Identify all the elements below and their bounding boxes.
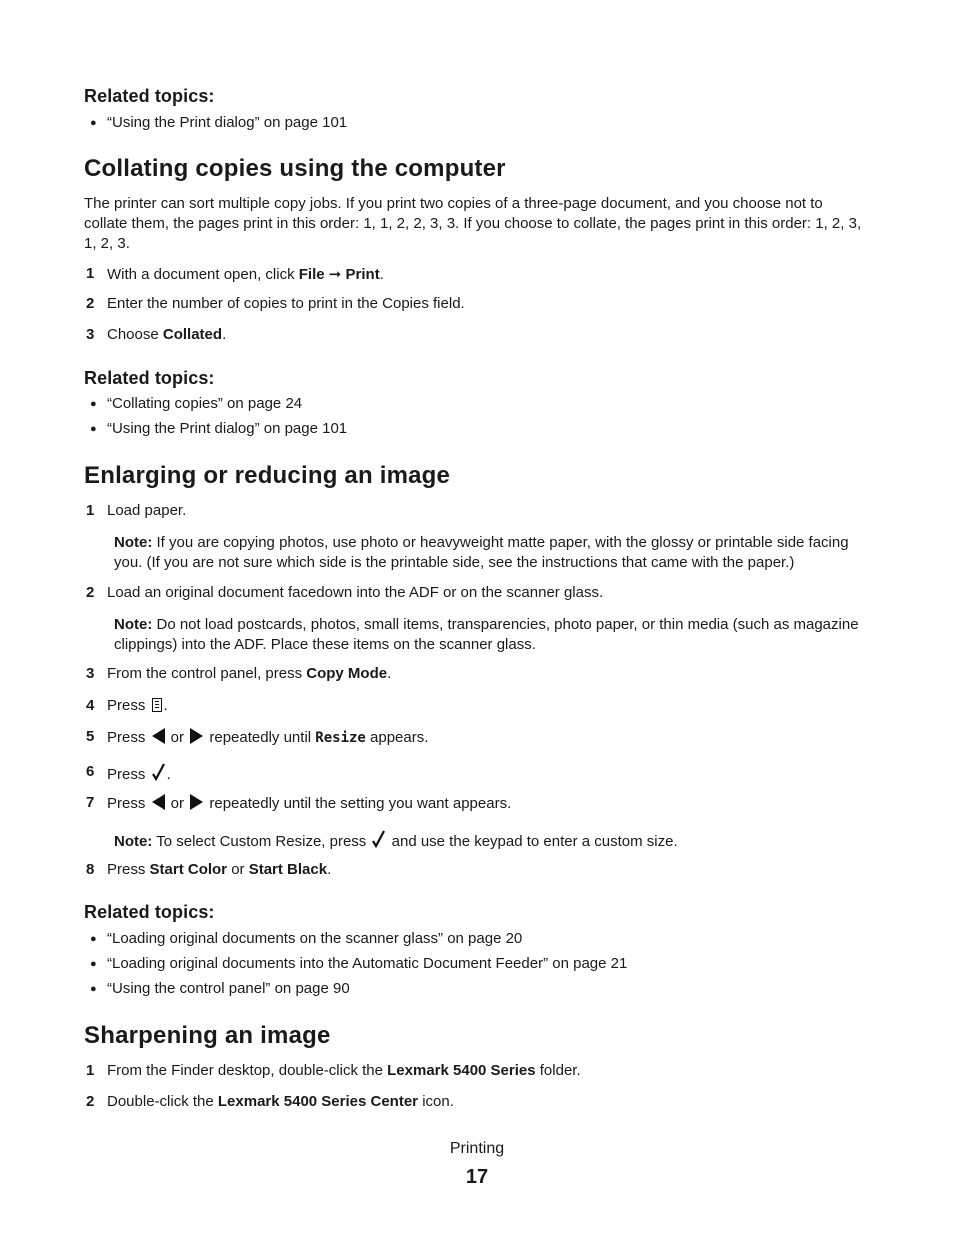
step-number: 2: [86, 295, 95, 312]
step-text: Double-click the Lexmark 5400 Series Center icon.: [107, 1093, 454, 1110]
step-number: 7: [86, 794, 95, 811]
note-block: Note: To select Custom Resize, press and use the keypad to enter a custom size.: [114, 830, 874, 854]
related-topic-item[interactable]: [90, 114, 347, 131]
related-topic-item[interactable]: [90, 395, 302, 412]
left-arrow-icon: [152, 728, 165, 744]
related-topic-link[interactable]: “Using the Print dialog” on page 101: [107, 114, 348, 131]
note-block: Note: Do not load postcards, photos, small items, transparencies, photo paper, or thin media (such as magazine clippings) into the ADF. Place these items on the scanner glass.: [114, 616, 859, 653]
step-number: 1: [86, 502, 95, 519]
related-topics-heading: Related topics:: [84, 902, 215, 922]
related-topic-link[interactable]: “Loading original documents into the Automatic Document Feeder” on page 21: [107, 955, 628, 972]
step-text: Press .: [107, 763, 171, 785]
step-number: 3: [86, 326, 95, 343]
section-title-sharpening: Sharpening an image: [84, 1022, 331, 1049]
page-number: 17: [465, 1166, 489, 1188]
step-number: 2: [86, 1093, 95, 1110]
step-number: 2: [86, 584, 95, 601]
right-arrow-icon: [190, 728, 203, 744]
step-text: Load an original document facedown into the ADF or on the scanner glass.: [107, 584, 604, 601]
bullet-icon: ●: [90, 398, 97, 410]
step-text: Press .: [107, 697, 168, 714]
step-number: 4: [86, 697, 95, 714]
checkmark-icon: [152, 763, 165, 785]
step-text: Press or repeatedly until Resize appears.: [107, 729, 429, 746]
note-block: Note: If you are copying photos, use photo or heavyweight matte paper, with the glossy or printable side facing you. (If you are not sure which side is the printable side, see the instructions that came with the paper.): [114, 534, 849, 571]
related-topic-item[interactable]: [90, 980, 350, 997]
section-intro-line: 1, 2, 3.: [84, 235, 130, 252]
section-intro-line: collate them, the pages print in this order: 1, 1, 2, 2, 3, 3. If you choose to collate, the pages print in this order: 1, 2, 3,: [84, 215, 862, 232]
bullet-icon: ●: [90, 958, 97, 970]
step-number: 6: [86, 763, 95, 780]
step-number: 8: [86, 861, 95, 878]
related-topic-link[interactable]: “Collating copies” on page 24: [107, 395, 303, 412]
related-topic-item[interactable]: [90, 955, 627, 972]
bullet-icon: ●: [90, 117, 97, 129]
related-topic-item[interactable]: [90, 420, 347, 437]
bullet-icon: ●: [90, 983, 97, 995]
step-number: 3: [86, 665, 95, 682]
step-text: From the Finder desktop, double-click the Lexmark 5400 Series folder.: [107, 1062, 581, 1079]
related-topics-heading: Related topics:: [84, 368, 215, 388]
related-topic-link[interactable]: “Loading original documents on the scanner glass” on page 20: [107, 930, 523, 947]
related-topics-heading: Related topics:: [84, 86, 215, 106]
bullet-icon: ●: [90, 933, 97, 945]
checkmark-icon: [372, 830, 385, 854]
step-text: Choose Collated.: [107, 326, 227, 343]
menu-icon: [152, 698, 162, 712]
right-arrow-icon: [190, 794, 203, 810]
step-number: 1: [86, 265, 95, 282]
related-topic-link[interactable]: “Using the Print dialog” on page 101: [107, 420, 348, 437]
left-arrow-icon: [152, 794, 165, 810]
step-text: From the control panel, press Copy Mode.: [107, 665, 392, 682]
related-topic-link[interactable]: “Using the control panel” on page 90: [107, 980, 350, 997]
step-text: With a document open, click File ➞ Print.: [107, 266, 384, 283]
step-text: Load paper.: [107, 502, 187, 519]
bullet-icon: ●: [90, 423, 97, 435]
step-text: Enter the number of copies to print in the Copies field.: [107, 295, 465, 312]
step-text: Press Start Color or Start Black.: [107, 861, 332, 878]
related-topic-item[interactable]: [90, 930, 522, 947]
section-title-enlarging: Enlarging or reducing an image: [84, 462, 451, 489]
section-title-collating: Collating copies using the computer: [84, 155, 506, 182]
step-number: 5: [86, 728, 95, 745]
footer-section: Printing: [449, 1140, 505, 1157]
section-intro-line: The printer can sort multiple copy jobs. If you print two copies of a three-page document, and you choose not to: [84, 195, 823, 212]
step-text: Press or repeatedly until the setting you want appears.: [107, 795, 512, 812]
step-number: 1: [86, 1062, 95, 1079]
